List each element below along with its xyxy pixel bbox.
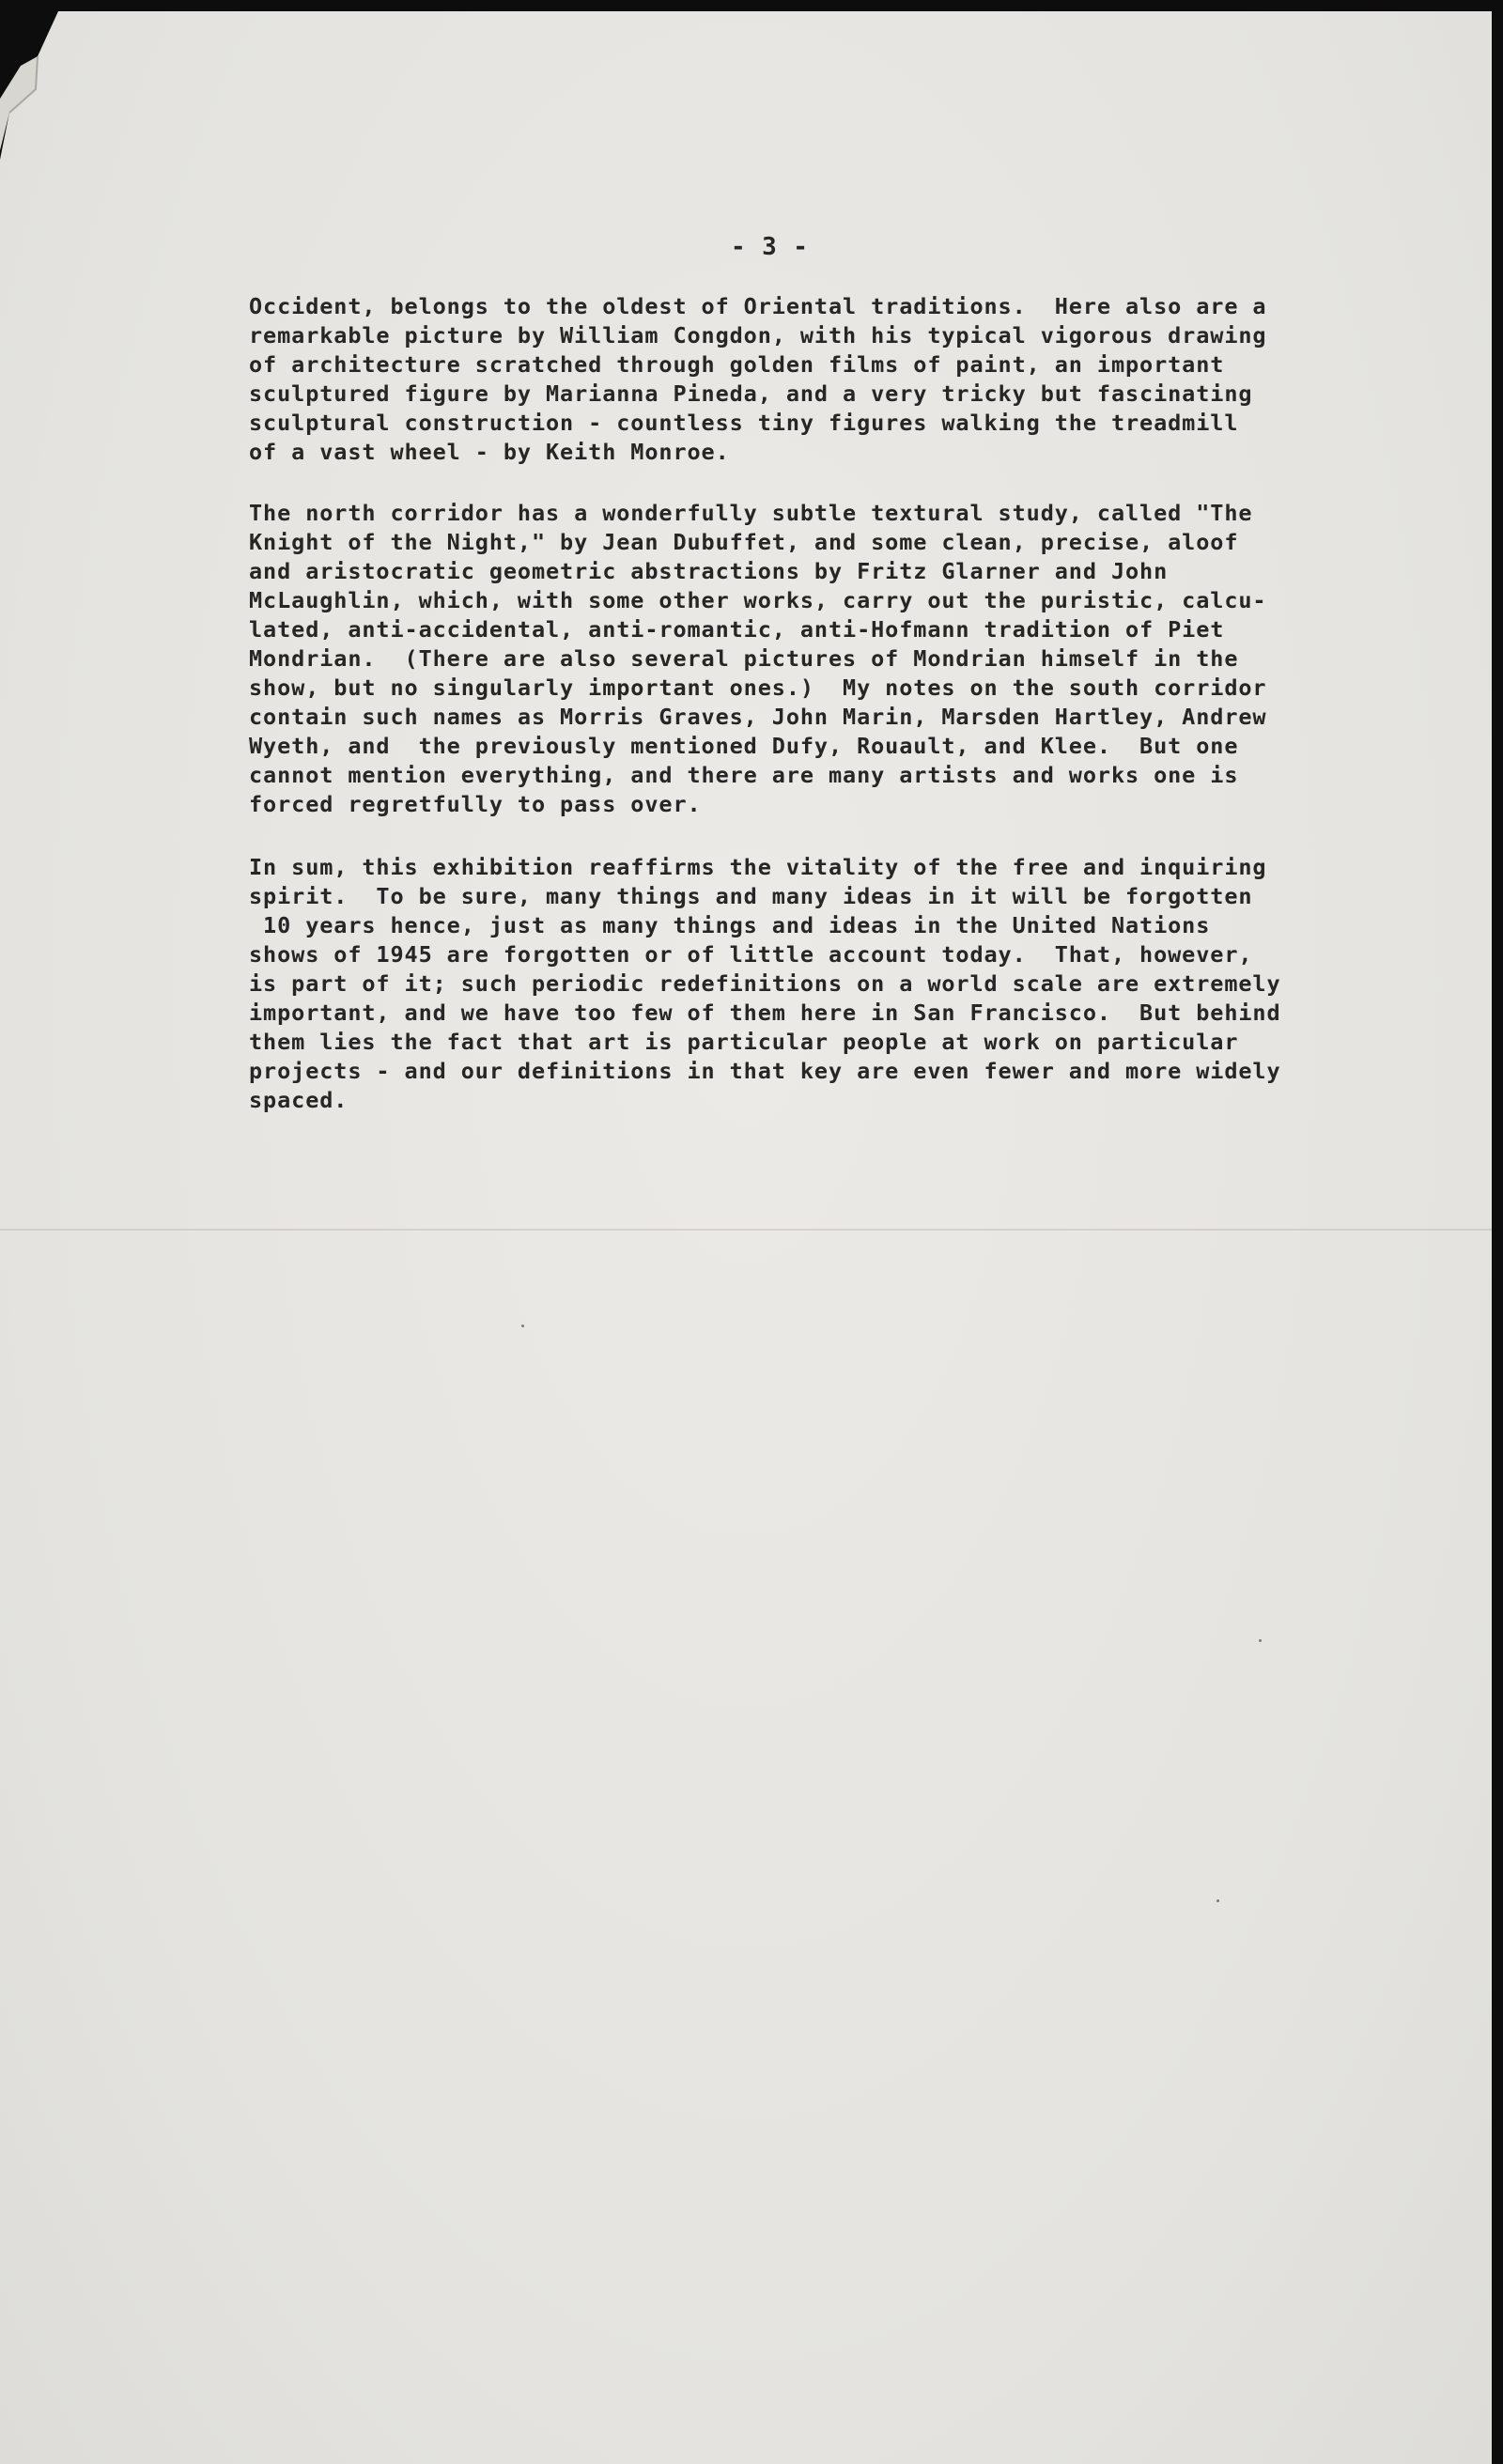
text-line: of a vast wheel - by Keith Monroe. [249,439,730,465]
text-line: forced regretfully to pass over. [249,791,702,817]
paper-speck [1259,1639,1262,1642]
text-line: The north corridor has a wonderfully subtle textural study, called "The [249,500,1253,526]
text-line: spirit. To be sure, many things and many ideas in it will be forgotten [249,883,1253,909]
text-line: remarkable picture by William Congdon, with his typical vigorous drawing [249,322,1267,349]
text-line: shows of 1945 are forgotten or of little account today. That, however, [249,941,1253,968]
text-line: sculptural construction - countless tiny figures walking the treadmill [249,410,1239,436]
text-line: spaced. [249,1087,349,1113]
text-line: McLaughlin, which, with some other works, carry out the puristic, calcu- [249,587,1267,613]
text-line: is part of it; such periodic redefinitions on a world scale are extremely [249,970,1281,997]
page-number: - 3 - [731,233,809,261]
text-line: In sum, this exhibition reaffirms the vitality of the free and inquiring [249,854,1267,880]
text-line: show, but no singularly important ones.) My notes on the south corridor [249,674,1267,701]
text-line: 10 years hence, just as many things and ideas in the United Nations [249,912,1211,938]
text-line: cannot mention everything, and there are many artists and works one is [249,762,1239,788]
text-line: Occident, belongs to the oldest of Oriental traditions. Here also are a [249,293,1267,319]
text-line: Knight of the Night," by Jean Dubuffet, and some clean, precise, aloof [249,529,1239,555]
text-line: contain such names as Morris Graves, John Marin, Marsden Hartley, Andrew [249,704,1267,730]
text-line: sculptured figure by Marianna Pineda, and a very tricky but fascinating [249,380,1253,407]
text-line: and aristocratic geometric abstractions by Fritz Glarner and John [249,558,1169,584]
text-line: of architecture scratched through golden films of paint, an important [249,351,1225,378]
paper-fold [0,1229,1492,1231]
text-line: important, and we have too few of them here in San Francisco. But behind [249,1000,1281,1026]
scan-edge [0,0,1503,11]
paper-speck [1216,1899,1219,1902]
text-line: lated, anti-accidental, anti-romantic, anti-Hofmann tradition of Piet [249,616,1225,643]
paper-speck [521,1325,524,1327]
text-line: Mondrian. (There are also several pictures of Mondrian himself in the [249,645,1239,672]
text-line: Wyeth, and the previously mentioned Dufy, Rouault, and Klee. But one [249,733,1239,759]
text-line: projects - and our definitions in that key are even fewer and more widely [249,1058,1281,1084]
text-line: them lies the fact that art is particular people at work on particular [249,1029,1239,1055]
torn-corner [0,0,103,160]
